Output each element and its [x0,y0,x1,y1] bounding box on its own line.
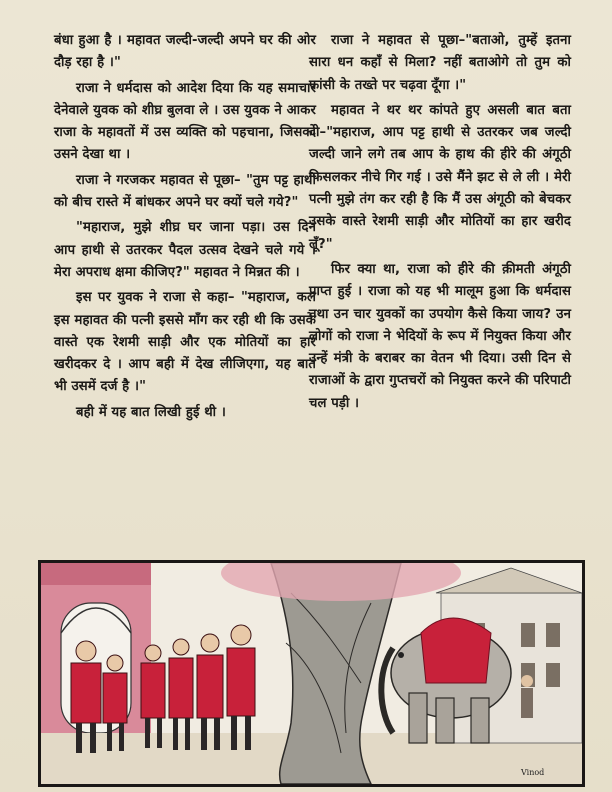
paragraph: राजा ने महावत से पूछा–"बताओ, तुम्हें इतना सारा धन कहाँ से मिला? नहीं बताओगे तो तुम को फांसी के तख्ते पर चढ़वा दूँगा ।" [309,33,571,93]
illustration-drawing [41,563,582,784]
paragraph: बही में यह बात लिखी हुई थी । [76,404,226,420]
right-text-column [309,30,571,418]
paragraph: फिर क्या था, राजा को हीरे की क़ीमती अंगूठी प्राप्त हुई । राजा को यह भी मालूम हुआ कि धर्मदास तथा उन चार युवकों का उपयोग कैसे किया जाय? उन लोगों को राजा ने भेदियों के रूप में नियुक्त किया और उन्हें मंत्री के बराबर का वेतन भी दिया। उसी दिन से राजाओं के द्वारा गुप्तचरों को नियुक्त करने की परिपाटी चल पड़ी । [309,261,571,411]
paragraph: "महाराज, मुझे शीघ्र घर जाना पड़ा। उस दिन आप हाथी से उतरकर पैदल उत्सव देखने चले गये । मेरा अपराध क्षमा कीजिए?" महावत ने मिन्नत की । [54,220,316,280]
left-text-column [54,30,316,427]
elephant-saddle-cloth [421,618,491,683]
artist-signature: Vinod [521,768,545,777]
running-man [521,675,533,718]
paragraph: राजा ने धर्मदास को आदेश दिया कि यह समाचार देनेवाले युवक को शीघ्र बुलवा ले । उस युवक ने आकर राजा के महावतों में उस व्यक्ति को पहचाना, जिसको उसने देखा था । [54,80,316,163]
story-illustration [38,560,585,787]
paragraph: बंधा हुआ है । महावत जल्दी-जल्दी अपने घर की ओर दौड़ रहा है ।" [54,33,316,71]
paragraph: राजा ने गरजकर महावत से पूछा– "तुम पट्ट हाथी को बीच रास्ते में बांधकर अपने घर क्यों चले गये?" [54,172,316,211]
paragraph: इस पर युवक ने राजा से कहा– "महाराज, कल इस महावत की पत्नी इससे माँग कर रही थी कि उसके वास्ते एक रेशमी साड़ी और एक मोतियों का हार खरीदकर दे । आप बही में देख लीजिएगा, यह बात भी उसमें दर्ज है ।" [54,290,316,395]
paragraph: महावत ने थर थर कांपते हुए असली बात बता दी–"महाराज, आप पट्ट हाथी से उतरकर जब जल्दी जल्दी जाने लगे तब आप के हाथ की हीरे की अंगूठी फिसलकर नीचे गिर गई । उसे मैंने झट से ले ली । मेरी पत्नी मुझे तंग कर रही है कि मैं उस अंगूठी को बेचकर उसके वास्ते रेशमी साड़ी और मोतियों का हार खरीद लूँ?" [309,102,571,252]
